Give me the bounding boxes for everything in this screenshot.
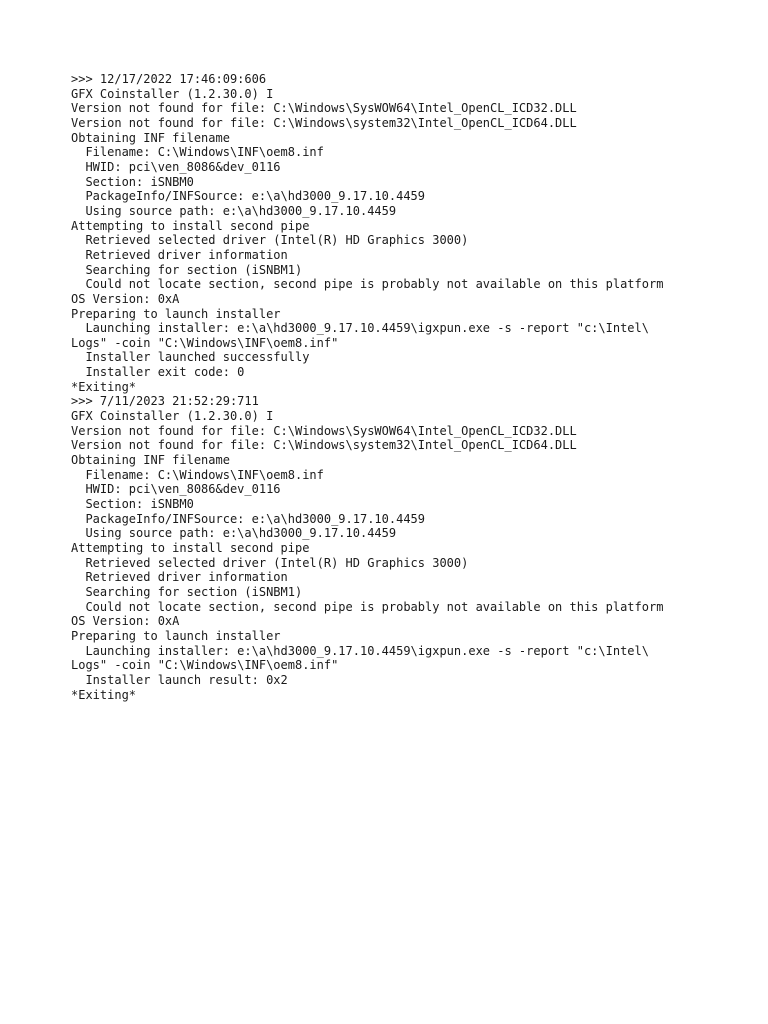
- log-line: Could not locate section, second pipe is probably not available on this platform: [71, 277, 664, 292]
- log-line: Obtaining INF filename: [71, 130, 230, 145]
- log-line: Version not found for file: C:\Windows\system32\Intel_OpenCL_ICD64.DLL: [71, 115, 577, 130]
- log-line: Attempting to install second pipe: [71, 218, 310, 233]
- log-line: Section: iSNBM0: [71, 497, 194, 512]
- log-line: Launching installer: e:\a\hd3000_9.17.10.4459\igxpun.exe -s -report "c:\Intel\: [71, 321, 649, 336]
- log-line: Version not found for file: C:\Windows\SysWOW64\Intel_OpenCL_ICD32.DLL: [71, 423, 577, 438]
- log-line: HWID: pci\ven_8086&dev_0116: [71, 482, 281, 497]
- log-line: Searching for section (iSNBM1): [71, 262, 303, 277]
- log-document: [71, 72, 711, 702]
- log-line: Preparing to launch installer: [71, 306, 281, 321]
- log-line: Could not locate section, second pipe is probably not available on this platform: [71, 599, 664, 614]
- log-line: Obtaining INF filename: [71, 453, 230, 468]
- log-line: Attempting to install second pipe: [71, 541, 310, 555]
- log-line: Version not found for file: C:\Windows\SysWOW64\Intel_OpenCL_ICD32.DLL: [71, 101, 577, 116]
- log-line: Using source path: e:\a\hd3000_9.17.10.4459: [71, 526, 397, 541]
- log-line: PackageInfo/INFSource: e:\a\hd3000_9.17.10.4459: [71, 189, 426, 204]
- log-line: Searching for section (iSNBM1): [71, 584, 303, 599]
- log-line: Filename: C:\Windows\INF\oem8.inf: [71, 467, 324, 482]
- log-line: Section: iSNBM0: [71, 174, 194, 189]
- log-line: Logs" -coin "C:\Windows\INF\oem8.inf": [71, 658, 339, 673]
- log-line: Logs" -coin "C:\Windows\INF\oem8.inf": [71, 335, 339, 350]
- log-line: GFX Coinstaller (1.2.30.0) I: [71, 409, 274, 424]
- log-line: Installer exit code: 0: [71, 365, 245, 380]
- log-line: Using source path: e:\a\hd3000_9.17.10.4459: [71, 203, 397, 218]
- log-line: Retrieved selected driver (Intel(R) HD Graphics 3000): [71, 233, 469, 248]
- log-line: Version not found for file: C:\Windows\system32\Intel_OpenCL_ICD64.DLL: [71, 438, 577, 453]
- log-line: *Exiting*: [71, 379, 137, 394]
- log-line: OS Version: 0xA: [71, 614, 180, 629]
- log-line: *Exiting*: [71, 687, 137, 702]
- log-line: Filename: C:\Windows\INF\oem8.inf: [71, 145, 324, 160]
- log-line: >>> 7/11/2023 21:52:29:711: [71, 394, 259, 409]
- log-line: Retrieved driver information: [71, 247, 288, 262]
- log-line: Retrieved selected driver (Intel(R) HD Graphics 3000): [71, 555, 469, 570]
- log-line: Installer launch result: 0x2: [71, 672, 288, 687]
- log-line: >>> 12/17/2022 17:46:09:606: [71, 72, 267, 86]
- log-line: PackageInfo/INFSource: e:\a\hd3000_9.17.10.4459: [71, 511, 426, 526]
- log-line: Installer launched successfully: [71, 350, 310, 365]
- log-line: GFX Coinstaller (1.2.30.0) I: [71, 86, 274, 101]
- log-line: HWID: pci\ven_8086&dev_0116: [71, 159, 281, 174]
- log-line: Preparing to launch installer: [71, 628, 281, 643]
- log-line: OS Version: 0xA: [71, 291, 180, 306]
- log-line: Launching installer: e:\a\hd3000_9.17.10.4459\igxpun.exe -s -report "c:\Intel\: [71, 643, 649, 658]
- log-line: Retrieved driver information: [71, 570, 288, 585]
